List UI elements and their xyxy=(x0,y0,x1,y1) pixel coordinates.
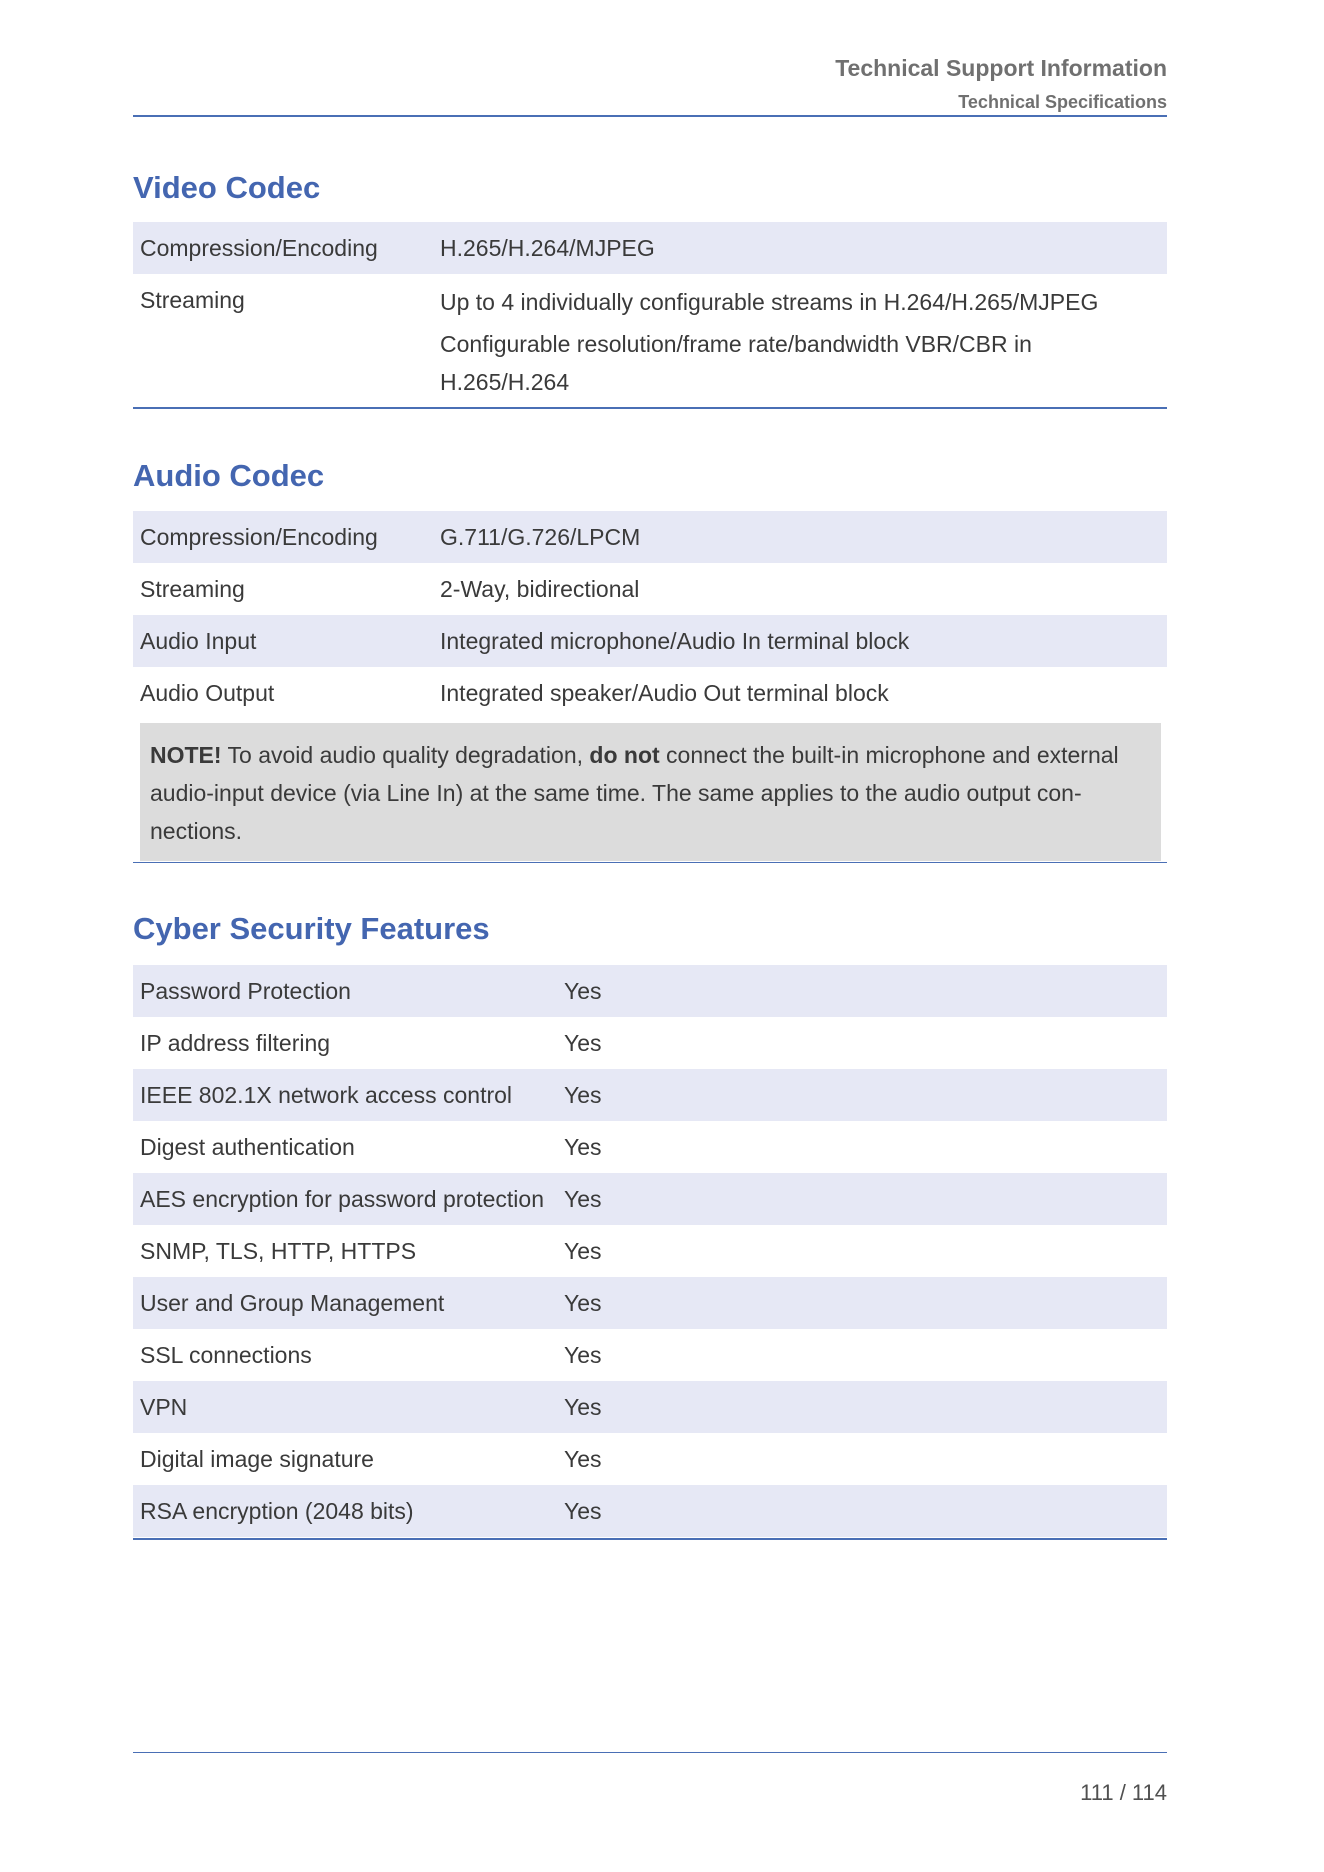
row-value: Yes xyxy=(564,1238,602,1264)
row-label: Digest authentication xyxy=(140,1134,355,1160)
row-value: Integrated microphone/Audio In terminal block xyxy=(433,615,1167,667)
row-value xyxy=(433,274,1167,400)
table-row xyxy=(133,274,1167,400)
row-label: Audio Output xyxy=(140,680,275,706)
table-row xyxy=(133,667,1167,719)
table-row xyxy=(133,965,1167,1017)
row-value: Yes xyxy=(564,1030,602,1056)
row-value: Yes xyxy=(557,1069,1167,1121)
row-value: G.711/G.726/LPCM xyxy=(433,511,1167,563)
section-title-audio-codec: Audio Codec xyxy=(133,458,325,493)
table-row xyxy=(133,1121,1167,1173)
row-label: IP address filtering xyxy=(140,1030,331,1056)
value-line: H.265/H.264 xyxy=(440,369,570,395)
value-line: Up to 4 individually configurable streams in H.264/H.265/MJPEG xyxy=(440,289,1099,315)
section-rule xyxy=(133,862,1167,863)
table-row xyxy=(133,1173,1167,1225)
row-value: Yes xyxy=(564,1134,602,1160)
row-value: H.265/H.264/MJPEG xyxy=(433,222,1167,274)
row-label: RSA encryption (2048 bits) xyxy=(133,1485,557,1537)
row-value: Yes xyxy=(564,1446,602,1472)
row-value: Yes xyxy=(557,1485,1167,1537)
row-label: Streaming xyxy=(140,287,245,313)
audio-codec-table xyxy=(133,511,1167,719)
video-codec-table xyxy=(133,222,1167,400)
row-label: IEEE 802.1X network access control xyxy=(133,1069,557,1121)
note-prefix: NOTE! xyxy=(150,742,222,768)
row-value: Integrated speaker/Audio Out terminal block xyxy=(440,680,889,706)
note-box xyxy=(140,723,1161,861)
row-label: Streaming xyxy=(140,576,245,602)
header-rule xyxy=(133,115,1167,117)
section-title-cyber-security: Cyber Security Features xyxy=(133,911,490,946)
footer-rule xyxy=(133,1752,1167,1753)
table-row xyxy=(133,615,1167,667)
row-label: Compression/Encoding xyxy=(133,511,433,563)
cyber-security-table xyxy=(133,965,1167,1537)
row-label: AES encryption for password protection xyxy=(133,1173,557,1225)
table-row xyxy=(133,1069,1167,1121)
running-header-subtitle: Technical Specifications xyxy=(958,92,1167,112)
row-label: Digital image signature xyxy=(140,1446,374,1472)
value-line: Configurable resolution/frame rate/bandwidth VBR/CBR in xyxy=(440,331,1032,357)
note-text: connect the built-in microphone and external audio-input device (via Line In) at the same time. The same applies to the audio output con-nections. xyxy=(150,742,1119,844)
table-row xyxy=(133,511,1167,563)
row-label: User and Group Management xyxy=(133,1277,557,1329)
table-row xyxy=(133,222,1167,274)
table-row xyxy=(133,1485,1167,1537)
table-row xyxy=(133,1225,1167,1277)
table-row xyxy=(133,1381,1167,1433)
table-row xyxy=(133,563,1167,615)
table-row xyxy=(133,1329,1167,1381)
table-row xyxy=(133,1017,1167,1069)
note-text: To avoid audio quality degradation, xyxy=(221,742,590,768)
row-label: VPN xyxy=(133,1381,557,1433)
row-value: 2-Way, bidirectional xyxy=(440,576,640,602)
row-label: SSL connections xyxy=(140,1342,312,1368)
row-value: Yes xyxy=(557,1173,1167,1225)
section-rule xyxy=(133,1538,1167,1540)
running-header-title: Technical Support Information xyxy=(835,55,1167,81)
row-value: Yes xyxy=(557,1381,1167,1433)
row-label: Audio Input xyxy=(133,615,433,667)
row-label: Password Protection xyxy=(133,965,557,1017)
section-title-video-codec: Video Codec xyxy=(133,170,321,205)
note-emphasis: do not xyxy=(589,742,660,768)
row-label: Compression/Encoding xyxy=(133,222,433,274)
section-rule xyxy=(133,407,1167,409)
page-number: 111 / 114 xyxy=(1080,1780,1167,1805)
row-label: SNMP, TLS, HTTP, HTTPS xyxy=(140,1238,417,1264)
table-row xyxy=(133,1433,1167,1485)
table-row xyxy=(133,1277,1167,1329)
row-value: Yes xyxy=(557,1277,1167,1329)
row-value: Yes xyxy=(564,1342,602,1368)
row-value: Yes xyxy=(557,965,1167,1017)
